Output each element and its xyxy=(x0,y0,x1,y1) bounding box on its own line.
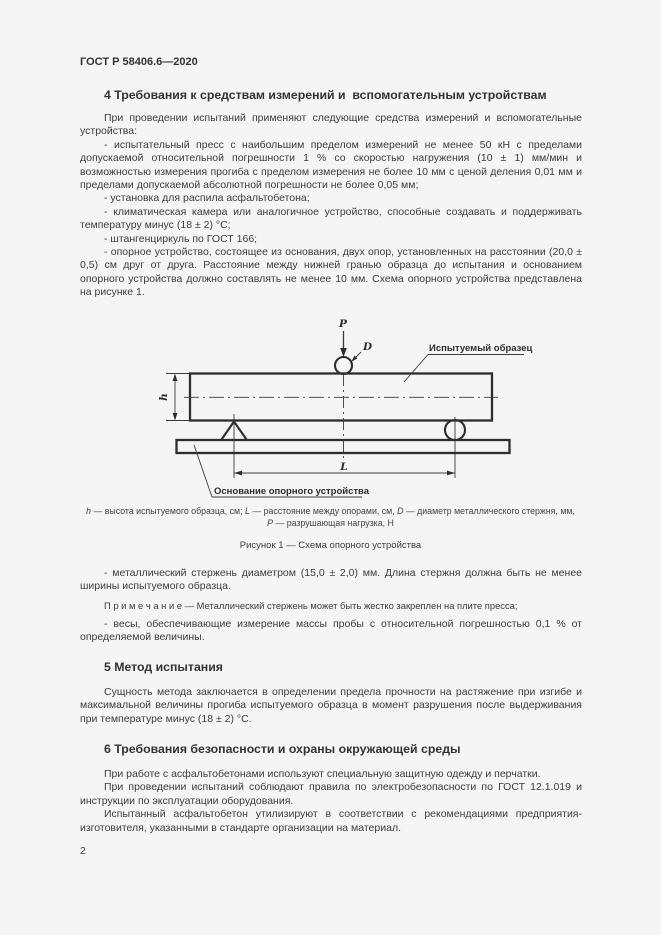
section4-title: 4 Требования к средствам измерений и вспомогательным устройствам xyxy=(104,88,547,102)
figure-legend-line2: P — разрушающая нагрузка, Н xyxy=(267,517,394,528)
base-plate-rect xyxy=(177,440,510,453)
specimen-callout-label: Испытуемый образец xyxy=(429,343,533,354)
legend-var-h: h xyxy=(86,506,92,516)
legend-var-L: L xyxy=(245,506,250,516)
specimen-callout-leader xyxy=(404,355,428,383)
list-item: - весы, обеспечивающие измерение массы пробы с относительной погрешностью 0,1 % от определяемой величины. xyxy=(80,617,582,644)
paragraph: При работе с асфальтобетонами используют специальную защитную одежду и перчатки. xyxy=(104,768,541,780)
note-paragraph: П р и м е ч а н и е — Металлический стержень может быть жестко закреплен на плите пресса; xyxy=(104,599,518,611)
height-label: h xyxy=(158,393,170,401)
list-item: - испытательный пресс с наибольшим пределом измерений не менее 50 кН с пределами допускаемой относительной погрешности 1 % со скоростью нагружения (10 ± 1) мм/мин и возможностью измерения прогиба с пределом измерения не более 10 мм с ценой деления 0,01 мм и пределами допускаемой абсолютной погрешности не более 0,05 мм; xyxy=(80,138,582,192)
base-callout-label: Основание опорного устройства xyxy=(214,486,370,497)
height-arrowhead-bottom xyxy=(173,413,178,421)
list-item: - климатическая камера или аналогичное устройство, способные создавать и поддерживать температуру минус (18 ± 2) °С; xyxy=(80,205,582,232)
paragraph: Сущность метода заключается в определении предела прочности на растяжение при изгибе и максимальной величины прогиба испытуемого образца в момент разрушения после выдерживания при температуре минус (18 ± 2) °С. xyxy=(80,686,582,725)
section4-continued xyxy=(80,567,582,645)
list-item: - установка для распила асфальтобетона; xyxy=(104,192,310,205)
paragraph: При проведении испытаний применяют следующие средства измерений и вспомогательные устройства: xyxy=(80,112,582,138)
figure-legend xyxy=(0,506,661,529)
page-header: ГОСТ Р 58406.6—2020 xyxy=(80,56,198,68)
list-item: - опорное устройство, состоящее из основания, двух опор, установленных на расстоянии (20,0 ± 0,5) см друг от друга. Расстояние между нижней гранью образца до испытания и основанием опорного устройства должно составлять не менее 10 мм. Схема опорного устройства представлена на рисунке 1. xyxy=(80,246,582,299)
list-item: - штангенциркуль по ГОСТ 166; xyxy=(104,232,258,245)
figure-legend-line1: h — высота испытуемого образца, см; L — расстояние между опорами, см, D — диаметр металлического стержня, мм, xyxy=(86,506,575,516)
list-item: - металлический стержень диаметром (15,0 ± 2,0) мм. Длина стержня должна быть не менее ширины испытуемого образца. xyxy=(80,567,582,593)
section6 xyxy=(80,742,582,835)
paragraph: При проведении испытаний соблюдают правила по электробезопасности по ГОСТ 12.1.019 и инструкции по эксплуатации оборудования. xyxy=(80,781,582,807)
rod-diameter-label: D xyxy=(363,341,373,353)
span-arrowhead-left xyxy=(234,471,242,476)
span-arrowhead-right xyxy=(447,471,455,476)
span-label: L xyxy=(340,461,348,473)
height-arrowhead-top xyxy=(173,374,178,382)
paragraph: Испытанный асфальтобетон утилизируют в соответствии с рекомендациями предприятия-изготовителя, указанными в стандарте организации на материал. xyxy=(80,808,582,834)
force-label: P xyxy=(339,318,347,330)
section4-body xyxy=(80,112,582,300)
force-arrowhead xyxy=(340,348,347,357)
section5 xyxy=(80,660,582,726)
section5-title: 5 Метод испытания xyxy=(104,660,223,674)
support-device-diagram xyxy=(0,300,661,505)
figure-caption: Рисунок 1 — Схема опорного устройства xyxy=(239,540,422,551)
section6-title: 6 Требования безопасности и охраны окружающей среды xyxy=(104,742,461,756)
legend-var-D: D xyxy=(397,506,404,516)
metal-rod-circle xyxy=(335,357,352,374)
legend-var-P: P xyxy=(267,517,274,528)
page-number: 2 xyxy=(80,845,86,857)
